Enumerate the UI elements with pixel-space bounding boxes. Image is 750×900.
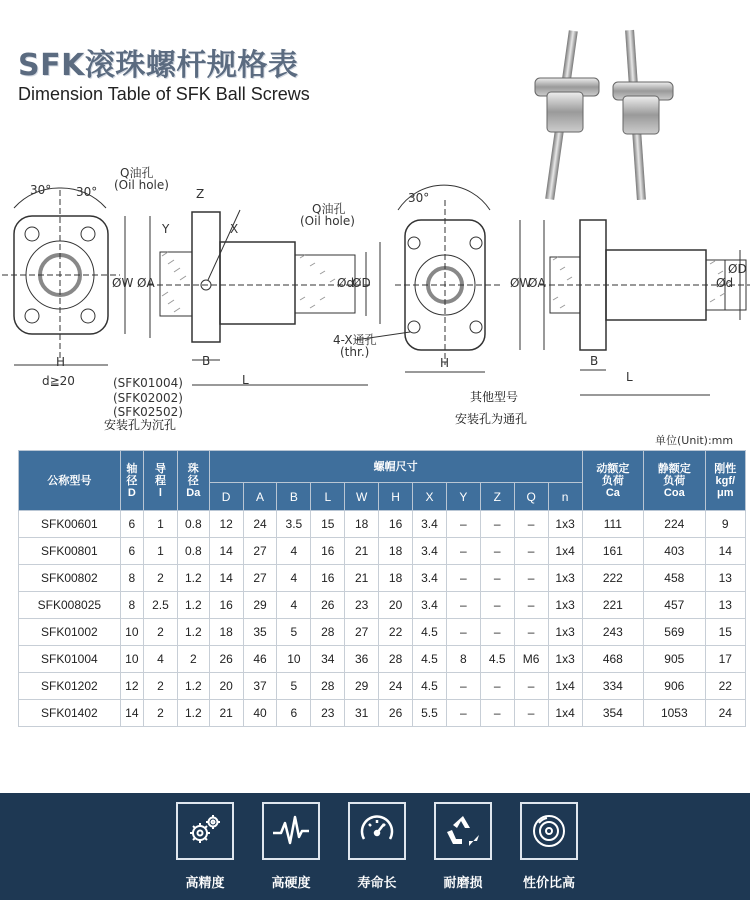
table-cell: 31 [345,700,379,727]
table-cell: – [446,565,480,592]
table-cell: 23 [345,592,379,619]
right-caption: 安装孔为通孔 [455,412,528,426]
table-cell: M6 [514,646,548,673]
table-cell: 23 [311,700,345,727]
table-cell: 28 [311,619,345,646]
table-cell: 3.4 [413,538,447,565]
table-cell: 1.2 [177,619,209,646]
model-cell: SFK01002 [19,619,121,646]
angle-label: 30° [30,183,52,197]
table-cell: 21 [209,700,243,727]
table-row [19,619,746,646]
table-cell: 17 [705,646,745,673]
gears-icon [176,802,234,860]
table-cell: 34 [311,646,345,673]
table-cell: 14 [209,565,243,592]
table-cell: – [514,700,548,727]
table-cell: 37 [243,673,277,700]
table-cell: 1x4 [548,538,582,565]
table-cell: – [480,511,514,538]
table-cell: 26 [209,646,243,673]
unit-note: 单位(Unit):mm [655,434,734,447]
table-cell: 9 [705,511,745,538]
table-cell: 18 [379,538,413,565]
table-row [19,700,746,727]
right-caption: 其他型号 [470,390,519,404]
table-cell: 0.8 [177,538,209,565]
table-cell: 14 [705,538,745,565]
table-cell: 13 [705,592,745,619]
table-cell: 15 [311,511,345,538]
table-cell: 1x3 [548,592,582,619]
table-row [19,646,746,673]
col-shaft: 轴 径 D [120,451,143,511]
table-cell: 24 [379,673,413,700]
table-cell: 2 [144,700,178,727]
hole-label: 4-X通孔 [333,333,377,347]
table-cell: 334 [582,673,643,700]
table-cell: 224 [644,511,705,538]
table-cell: 569 [644,619,705,646]
table-cell: 111 [582,511,643,538]
table-cell: – [514,619,548,646]
recycle-icon [434,802,492,860]
table-cell: 1x3 [548,646,582,673]
table-cell: – [480,700,514,727]
table-cell: 2.5 [144,592,178,619]
model-cell: SFK00802 [19,565,121,592]
col-nut-a: A [243,483,277,511]
gauge-icon [348,802,406,860]
table-cell: 29 [243,592,277,619]
col-nut-l: L [311,483,345,511]
table-row [19,592,746,619]
model-note: (SFK01004) [113,376,183,390]
dim-y: Y [162,222,170,236]
table-cell: 1x3 [548,511,582,538]
col-nut-q: Q [514,483,548,511]
table-cell: 1.2 [177,673,209,700]
table-cell: 15 [705,619,745,646]
table-cell: – [446,673,480,700]
dim-d-large: ØD [352,276,371,290]
oil-hole-label: Q油孔 [312,202,346,216]
table-row [19,565,746,592]
table-cell: 13 [705,565,745,592]
dim-h: H [440,356,450,370]
angle-label: 30° [408,191,430,205]
col-nut-x: X [413,483,447,511]
table-cell: 457 [644,592,705,619]
table-cell: – [480,619,514,646]
table-row [19,538,746,565]
table-cell: 1053 [644,700,705,727]
disc-icon [520,802,578,860]
col-dynamic-load: 动额定 负荷 Ca [582,451,643,511]
table-cell: 906 [644,673,705,700]
table-cell: 1x3 [548,619,582,646]
table-row [19,511,746,538]
table-cell: 4 [277,565,311,592]
table-cell: 12 [209,511,243,538]
oil-hole-label: Q油孔 [120,166,154,180]
table-cell: 36 [345,646,379,673]
table-row [19,673,746,700]
dim-w: ØW [510,276,532,290]
table-cell: 26 [311,592,345,619]
col-nut-n: n [548,483,582,511]
col-model: 公称型号 [19,451,121,511]
table-cell: 1 [144,538,178,565]
table-cell: 1x4 [548,700,582,727]
col-ball: 珠 径 Da [177,451,209,511]
table-cell: 4 [277,592,311,619]
table-cell: 16 [379,511,413,538]
table-cell: 3.4 [413,565,447,592]
table-cell: 3.4 [413,511,447,538]
model-cell: SFK00601 [19,511,121,538]
table-cell: – [446,538,480,565]
hole-label-en: (thr.) [340,345,370,359]
table-cell: 243 [582,619,643,646]
table-cell: 1.2 [177,565,209,592]
feature-high-precision [170,802,240,891]
table-cell: 458 [644,565,705,592]
feature-label: 高精度 [185,876,225,891]
table-cell: – [446,511,480,538]
table-cell: 8 [120,592,143,619]
model-cell: SFK01202 [19,673,121,700]
table-cell: 4.5 [480,646,514,673]
table-cell: 14 [209,538,243,565]
table-cell: 14 [120,700,143,727]
table-cell: – [514,511,548,538]
col-nut-b: B [277,483,311,511]
dim-a: ØA [528,276,546,290]
page-subtitle: Dimension Table of SFK Ball Screws [18,84,310,104]
model-cell: SFK01402 [19,700,121,727]
feature-label: 寿命长 [357,876,397,891]
table-cell: 16 [209,592,243,619]
table-cell: 221 [582,592,643,619]
table-cell: 8 [446,646,480,673]
table-cell: – [446,700,480,727]
dim-z: Z [196,187,205,201]
table-cell: 27 [243,565,277,592]
table-cell: 4 [277,538,311,565]
table-cell: – [480,565,514,592]
dim-l: L [242,373,249,387]
table-cell: 403 [644,538,705,565]
pulse-icon [262,802,320,860]
table-cell: 354 [582,700,643,727]
table-cell: 40 [243,700,277,727]
col-nut-d: D [209,483,243,511]
table-cell: 6 [120,511,143,538]
feature-high-hardness [256,802,326,891]
d-note: d≧20 [42,374,75,388]
table-cell: 22 [379,619,413,646]
table-cell: 5 [277,619,311,646]
table-cell: – [480,592,514,619]
spec-table [18,450,746,727]
model-cell: SFK008025 [19,592,121,619]
table-cell: 222 [582,565,643,592]
table-cell: 20 [379,592,413,619]
table-cell: 905 [644,646,705,673]
table-cell: 2 [144,673,178,700]
table-cell: 10 [277,646,311,673]
table-cell: – [514,673,548,700]
dim-x: X [230,222,239,236]
table-header-row [19,451,746,483]
left-caption: 安装孔为沉孔 [104,418,177,432]
feature-cost-effective [514,802,584,891]
table-cell: – [446,619,480,646]
col-rigidity: 刚性 kgf/ μm [705,451,745,511]
table-cell: – [514,592,548,619]
model-cell: SFK00801 [19,538,121,565]
table-cell: 35 [243,619,277,646]
col-static-load: 静额定 负荷 Coa [644,451,705,511]
table-cell: 3.4 [413,592,447,619]
table-cell: 16 [311,538,345,565]
table-cell: 4.5 [413,646,447,673]
feature-label: 耐磨损 [443,876,483,891]
table-cell: 46 [243,646,277,673]
table-cell: 4 [144,646,178,673]
table-cell: – [480,673,514,700]
dim-a: ØA [137,276,155,290]
table-cell: – [514,538,548,565]
table-cell: 18 [209,619,243,646]
col-nut-y: Y [446,483,480,511]
table-cell: 6 [120,538,143,565]
dim-b: B [590,354,599,368]
dim-w: ØW [112,276,134,290]
table-cell: 29 [345,673,379,700]
col-lead: 导 程 l [144,451,178,511]
table-cell: 8 [120,565,143,592]
oil-hole-label-en: (Oil hole) [300,214,355,228]
table-cell: 24 [243,511,277,538]
feature-long-life [342,802,412,891]
dim-d-large: ØD [728,262,747,276]
dim-d-small: Ød [716,276,734,290]
angle-label: 30° [76,185,98,199]
table-cell: 1 [144,511,178,538]
table-cell: – [514,565,548,592]
col-nut-dims: 螺帽尺寸 [209,451,582,483]
page-title: SFK滚珠螺杆规格表 [18,48,299,83]
dim-l: L [626,370,633,384]
model-note: (SFK02502) [113,405,183,419]
table-cell: 468 [582,646,643,673]
table-cell: 5 [277,673,311,700]
table-cell: – [446,592,480,619]
table-cell: 26 [379,700,413,727]
dim-b: B [202,354,211,368]
table-cell: 18 [379,565,413,592]
table-cell: 22 [705,673,745,700]
model-note: (SFK02002) [113,391,183,405]
table-cell: 28 [311,673,345,700]
table-cell: 28 [379,646,413,673]
table-cell: 4.5 [413,673,447,700]
oil-hole-label-en: (Oil hole) [114,178,169,192]
table-cell: 27 [243,538,277,565]
table-cell: 1x4 [548,673,582,700]
table-cell: 12 [120,673,143,700]
table-cell: 1x3 [548,565,582,592]
table-cell: 3.5 [277,511,311,538]
col-nut-w: W [345,483,379,511]
table-cell: 21 [345,565,379,592]
table-cell: 27 [345,619,379,646]
table-cell: 18 [345,511,379,538]
table-cell: 16 [311,565,345,592]
col-nut-z: Z [480,483,514,511]
feature-label: 高硬度 [271,876,311,891]
table-cell: 10 [120,619,143,646]
feature-wear-resistant [428,802,498,891]
table-cell: 2 [144,619,178,646]
table-cell: 1.2 [177,592,209,619]
col-nut-h: H [379,483,413,511]
table-cell: 21 [345,538,379,565]
table-cell: 2 [144,565,178,592]
table-cell: 5.5 [413,700,447,727]
table-cell: 6 [277,700,311,727]
table-cell: – [480,538,514,565]
model-cell: SFK01004 [19,646,121,673]
dim-h: H [56,355,66,369]
table-cell: 161 [582,538,643,565]
table-cell: 24 [705,700,745,727]
dim-d-small: Ød [337,276,355,290]
table-cell: 10 [120,646,143,673]
table-cell: 2 [177,646,209,673]
table-cell: 1.2 [177,700,209,727]
table-cell: 0.8 [177,511,209,538]
table-cell: 4.5 [413,619,447,646]
table-cell: 20 [209,673,243,700]
feature-label: 性价比高 [522,876,575,891]
